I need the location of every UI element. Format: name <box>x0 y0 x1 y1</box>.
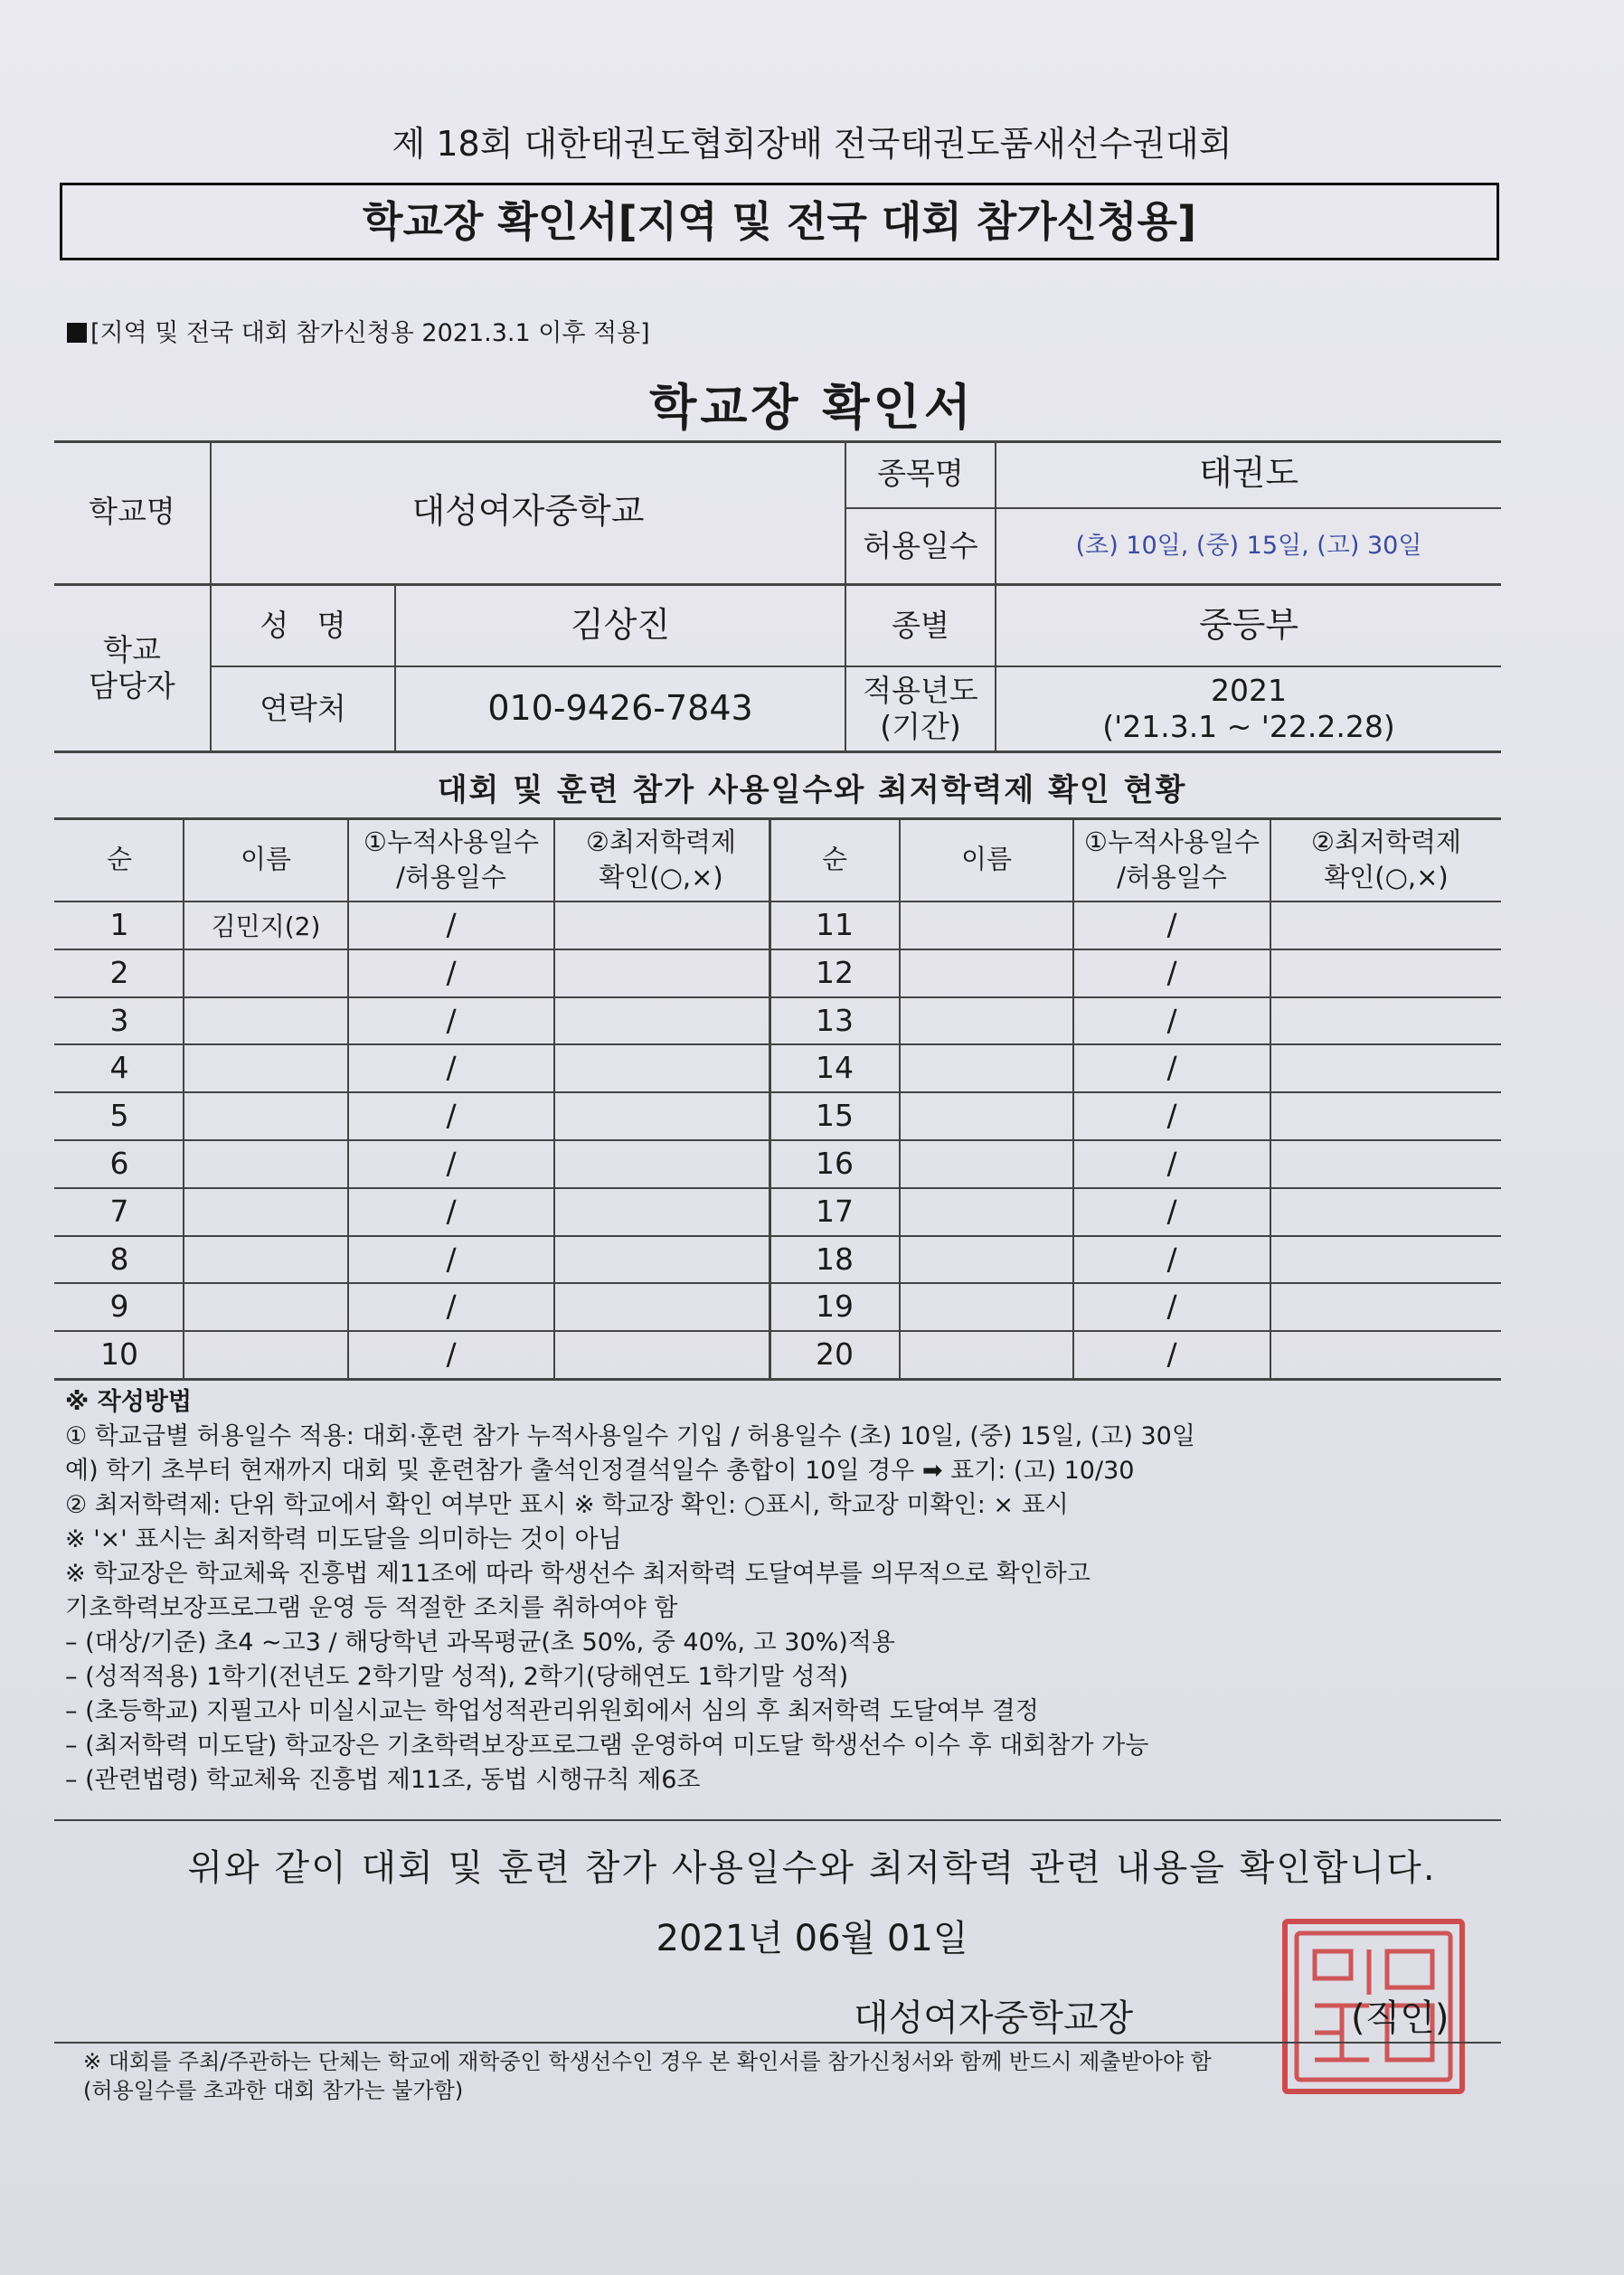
row-name <box>901 996 1072 1044</box>
row-days: / <box>446 1241 457 1277</box>
footer-line: (허용일수를 초과한 대회 참가는 불가함) <box>83 2078 464 2103</box>
header-name-right: 이름 <box>960 844 1013 875</box>
guide-line: – (성적적용) 1학기(전년도 2학기말 성적), 2학기(당해연도 1학기말 성적) <box>65 1663 849 1691</box>
row-check <box>555 1139 767 1187</box>
writing-guide <box>65 1385 1548 1798</box>
row-seq: 13 <box>816 1003 854 1038</box>
row-seq: 18 <box>816 1241 854 1277</box>
row-seq: 2 <box>109 955 129 990</box>
phone-value: 010-9426-7843 <box>487 688 753 729</box>
row-seq: 19 <box>816 1289 854 1324</box>
row-seq: 17 <box>816 1194 854 1229</box>
row-check <box>555 1235 767 1283</box>
row-check <box>555 1282 767 1330</box>
contact-person-label: 학교 담당자 <box>89 631 175 703</box>
row-check <box>1271 901 1501 949</box>
row-check <box>1271 1330 1501 1378</box>
row-days: / <box>1166 1336 1177 1372</box>
divider <box>54 1819 1501 1821</box>
row-days: / <box>446 907 457 942</box>
division-value: 중등부 <box>1198 604 1299 645</box>
row-check <box>555 949 767 996</box>
school-name-label: 학교명 <box>89 494 175 530</box>
apply-note-text: [지역 및 전국 대회 참가신청용 2021.3.1 이후 적용] <box>90 319 650 347</box>
row-days: / <box>446 1146 457 1181</box>
year-value <box>996 667 1501 750</box>
row-name <box>901 1139 1072 1187</box>
row-seq: 3 <box>109 1003 129 1038</box>
footer-line: ※ 대회를 주최/주관하는 단체는 학교에 재학중인 학생선수인 경우 본 확인서를 참가신청서와 함께 반드시 제출받아야 함 <box>83 2049 1212 2074</box>
writing-guide-title: ※ 작성방법 <box>65 1388 192 1416</box>
header-check-right: ②최저학력제 확인(○,×) <box>1310 826 1462 892</box>
row-days: / <box>1166 1194 1177 1229</box>
row-check <box>1271 1043 1501 1091</box>
issue-date: 2021년 06월 01일 <box>656 1918 968 1959</box>
row-seq: 6 <box>109 1146 129 1181</box>
row-days: / <box>1166 955 1177 990</box>
header-seq-right: 순 <box>821 844 847 875</box>
school-name-value: 대성여자중학교 <box>411 491 645 532</box>
row-check <box>1271 1235 1501 1283</box>
row-days: / <box>1166 1289 1177 1324</box>
row-seq: 12 <box>816 955 854 990</box>
row-check <box>555 1330 767 1378</box>
guide-line: – (관련법령) 학교체육 진흥법 제11조, 동법 시행규칙 제6조 <box>65 1766 701 1794</box>
row-check <box>1271 1187 1501 1235</box>
row-check <box>555 996 767 1044</box>
year-label: 적용년도 (기간) <box>863 673 978 744</box>
guide-line: – (초등학교) 지필고사 미실시교는 학업성적관리위원회에서 심의 후 최저학력 도달여부 결정 <box>65 1697 1039 1725</box>
sport-label: 종목명 <box>877 456 964 492</box>
row-name <box>184 949 347 996</box>
row-days: / <box>1166 1050 1177 1085</box>
divider <box>54 2042 1501 2044</box>
allowed-days-label: 허용일수 <box>863 528 978 564</box>
guide-line: ※ '×' 표시는 최저학력 미도달을 의미하는 것이 아님 <box>65 1525 622 1553</box>
allowed-days-value: (초) 10일, (중) 15일, (고) 30일 <box>1075 531 1422 560</box>
row-days: / <box>446 1050 457 1085</box>
row-days: / <box>1166 1003 1177 1038</box>
row-check <box>555 1043 767 1091</box>
row-name <box>901 1330 1072 1378</box>
row-name <box>901 901 1072 949</box>
row-seq: 1 <box>109 907 129 942</box>
row-name <box>901 949 1072 996</box>
row-check <box>1271 949 1501 996</box>
row-name <box>184 1043 347 1091</box>
row-seq: 9 <box>109 1289 129 1324</box>
row-days: / <box>1166 1098 1177 1133</box>
row-check <box>1271 996 1501 1044</box>
row-name <box>184 1330 347 1378</box>
row-seq: 8 <box>109 1241 129 1277</box>
row-days: / <box>446 1194 457 1229</box>
guide-line: ② 최저학력제: 단위 학교에서 확인 여부만 표시 ※ 학교장 확인: ○표시, 학교장 미확인: × 표시 <box>65 1491 1069 1519</box>
event-title: 제 18회 대한태권도협회장배 전국태권도품새선수권대회 <box>392 124 1232 164</box>
person-name-value: 김상진 <box>570 604 671 645</box>
row-seq: 10 <box>100 1336 138 1372</box>
guide-line: 기초학력보장프로그램 운영 등 적절한 조치를 취하여야 함 <box>65 1594 678 1622</box>
row-name <box>184 996 347 1044</box>
period-text: ('21.3.1 ~ '22.2.28) <box>1102 709 1395 744</box>
row-seq: 15 <box>816 1098 854 1133</box>
row-name <box>184 1235 347 1283</box>
row-name: 김민지(2) <box>211 911 321 941</box>
guide-line: – (대상/기준) 초4 ~고3 / 해당학년 과목평균(초 50%, 중 40%, 고 30%)적용 <box>65 1628 895 1657</box>
row-name <box>901 1091 1072 1139</box>
row-name <box>184 1187 347 1235</box>
row-name <box>901 1187 1072 1235</box>
header-days-left: ①누적사용일수 /허용일수 <box>363 826 540 892</box>
status-title: 대회 및 훈련 참가 사용일수와 최저학력제 확인 현황 <box>437 772 1187 808</box>
form-title-box: 학교장 확인서[지역 및 전국 대회 참가신청용] <box>60 183 1499 260</box>
row-seq: 5 <box>109 1098 129 1133</box>
row-check <box>555 1091 767 1139</box>
row-name <box>901 1282 1072 1330</box>
row-name <box>184 1282 347 1330</box>
row-name <box>184 1139 347 1187</box>
row-check <box>1271 1282 1501 1330</box>
year-text: 2021 <box>1211 673 1287 709</box>
row-days: / <box>1166 907 1177 942</box>
square-bullet-icon <box>67 323 87 343</box>
main-title: 학교장 확인서 <box>649 379 975 436</box>
seal-label: (직인) <box>1351 1997 1449 2039</box>
row-days: / <box>446 1336 457 1372</box>
phone-label: 연락처 <box>260 691 346 727</box>
row-name <box>901 1235 1072 1283</box>
guide-line: – (최저학력 미도달) 학교장은 기초학력보장프로그램 운영하여 미도달 학생선수 이수 후 대회참가 가능 <box>65 1732 1149 1760</box>
row-seq: 11 <box>816 907 854 942</box>
row-name <box>184 1091 347 1139</box>
row-days: / <box>446 955 457 990</box>
apply-note <box>67 313 650 348</box>
person-name-label: 성 명 <box>260 607 346 643</box>
row-days: / <box>446 1098 457 1133</box>
guide-line: ① 학교급별 허용일수 적용: 대회·훈련 참가 누적사용일수 기입 / 허용일수 (초) 10일, (중) 15일, (고) 30일 <box>65 1422 1195 1450</box>
confirmation-statement: 위와 같이 대회 및 훈련 참가 사용일수와 최저학력 관련 내용을 확인합니다. <box>187 1847 1437 1889</box>
row-check <box>1271 1091 1501 1139</box>
row-check <box>555 1187 767 1235</box>
row-seq: 7 <box>109 1194 129 1229</box>
row-days: / <box>446 1289 457 1324</box>
principal-name: 대성여자중학교장 <box>854 1997 1134 2039</box>
guide-line: ※ 학교장은 학교체육 진흥법 제11조에 따라 학생선수 최저학력 도달여부를 의무적으로 확인하고 <box>65 1560 1091 1588</box>
row-days: / <box>1166 1146 1177 1181</box>
header-days-right: ①누적사용일수 /허용일수 <box>1083 826 1260 892</box>
row-days: / <box>446 1003 457 1038</box>
row-seq: 16 <box>816 1146 854 1181</box>
sport-value: 태권도 <box>1198 453 1299 494</box>
row-check <box>1271 1139 1501 1187</box>
row-check <box>555 901 767 949</box>
header-check-left: ②최저학력제 확인(○,×) <box>585 826 737 892</box>
division-label: 종별 <box>892 607 949 643</box>
row-seq: 14 <box>816 1050 854 1085</box>
footer-note <box>83 2047 1212 2105</box>
header-seq-left: 순 <box>106 844 132 875</box>
header-name-left: 이름 <box>240 844 292 875</box>
row-seq: 20 <box>816 1336 854 1372</box>
guide-line: 예) 학기 초부터 현재까지 대회 및 훈련참가 출석인정결석일수 총합이 10일 경우 ➡ 표기: (고) 10/30 <box>65 1457 1135 1485</box>
row-seq: 4 <box>109 1050 129 1085</box>
row-days: / <box>1166 1241 1177 1277</box>
row-name <box>901 1043 1072 1091</box>
